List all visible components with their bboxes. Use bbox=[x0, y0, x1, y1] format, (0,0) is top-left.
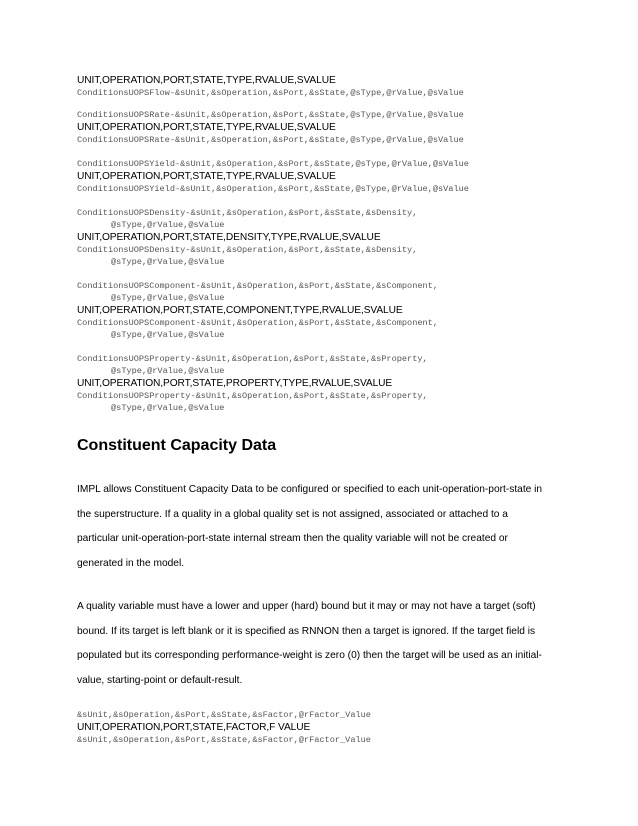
paragraph-2-line-4: value, starting-point or default-result. bbox=[77, 674, 243, 686]
component-code-line-2a: ConditionsUOPSComponent-&sUnit,&sOperation,&sPort,&sState,&sComponent, bbox=[77, 318, 438, 328]
density-block bbox=[77, 207, 577, 268]
density-header-line: UNIT,OPERATION,PORT,STATE,DENSITY,TYPE,RVALUE,SVALUE bbox=[77, 232, 381, 243]
flow-header-line: UNIT,OPERATION,PORT,STATE,TYPE,RVALUE,SVALUE bbox=[77, 75, 336, 86]
paragraph-1-line-3: particular unit-operation-port-state internal stream then the quality variable will not be created or bbox=[77, 533, 508, 544]
property-header-line: UNIT,OPERATION,PORT,STATE,PROPERTY,TYPE,RVALUE,SVALUE bbox=[77, 378, 393, 389]
density-code-line-2b: @sType,@rValue,@sValue bbox=[111, 257, 225, 267]
property-code-line-2b: @sType,@rValue,@sValue bbox=[111, 403, 225, 413]
component-block bbox=[77, 280, 577, 341]
density-code-line-1a: ConditionsUOPSDensity-&sUnit,&sOperation,&sPort,&sState,&sDensity, bbox=[77, 208, 418, 218]
paragraph-1-line-1: IMPL allows Constituent Capacity Data to be configured or specified to each unit-operation-port-state in bbox=[77, 484, 543, 495]
factor-code-line-1: &sUnit,&sOperation,&sPort,&sState,&sFactor,@rFactor_Value bbox=[77, 710, 371, 720]
component-code-line-2b: @sType,@rValue,@sValue bbox=[111, 330, 225, 340]
property-code-line-2a: ConditionsUOPSProperty-&sUnit,&sOperation,&sPort,&sState,&sProperty, bbox=[77, 391, 428, 401]
section-heading: Constituent Capacity Data bbox=[77, 437, 277, 454]
rate-block bbox=[77, 109, 577, 146]
property-code-line-1b: @sType,@rValue,@sValue bbox=[111, 366, 225, 376]
factor-code-line-2: &sUnit,&sOperation,&sPort,&sState,&sFactor,@rFactor_Value bbox=[77, 735, 371, 745]
paragraph-2-line-3: populated but its corresponding performance-weight is zero (0) then the target will be used as an initial- bbox=[77, 650, 542, 661]
paragraph-1-line-2: the superstructure. If a quality in a global quality set is not assigned, associated or attached to a bbox=[77, 508, 508, 520]
property-code-line-1a: ConditionsUOPSProperty-&sUnit,&sOperation,&sPort,&sState,&sProperty, bbox=[77, 354, 428, 364]
yield-block bbox=[77, 158, 577, 195]
component-header-line: UNIT,OPERATION,PORT,STATE,COMPONENT,TYPE,RVALUE,SVALUE bbox=[77, 305, 403, 316]
yield-header-line: UNIT,OPERATION,PORT,STATE,TYPE,RVALUE,SVALUE bbox=[77, 171, 336, 182]
paragraph-1 bbox=[77, 478, 577, 576]
density-code-line-1b: @sType,@rValue,@sValue bbox=[111, 220, 225, 230]
property-block bbox=[77, 353, 577, 414]
yield-code-line-2: ConditionsUOPSYield-&sUnit,&sOperation,&sPort,&sState,@sType,@rValue,@sValue bbox=[77, 184, 469, 194]
density-code-line-2a: ConditionsUOPSDensity-&sUnit,&sOperation,&sPort,&sState,&sDensity, bbox=[77, 245, 418, 255]
document-page bbox=[77, 74, 577, 746]
yield-code-line-1: ConditionsUOPSYield-&sUnit,&sOperation,&sPort,&sState,@sType,@rValue,@sValue bbox=[77, 159, 469, 169]
flow-code-line: ConditionsUOPSFlow-&sUnit,&sOperation,&sPort,&sState,@sType,@rValue,@sValue bbox=[77, 88, 464, 98]
component-code-line-1a: ConditionsUOPSComponent-&sUnit,&sOperation,&sPort,&sState,&sComponent, bbox=[77, 281, 438, 291]
component-code-line-1b: @sType,@rValue,@sValue bbox=[111, 293, 225, 303]
paragraph-1-line-4: generated in the model. bbox=[77, 557, 185, 569]
paragraph-2-line-2: bound. If its target is left blank or it is specified as RNNON then a target is ignored. If the target field is bbox=[77, 625, 536, 637]
rate-header-line: UNIT,OPERATION,PORT,STATE,TYPE,RVALUE,SVALUE bbox=[77, 122, 336, 133]
paragraph-2-line-1: A quality variable must have a lower and upper (hard) bound but it may or may not have a target (soft) bbox=[77, 601, 536, 612]
rate-code-line-1: ConditionsUOPSRate-&sUnit,&sOperation,&sPort,&sState,@sType,@rValue,@sValue bbox=[77, 110, 464, 120]
factor-block bbox=[77, 709, 577, 746]
factor-header-line: UNIT,OPERATION,PORT,STATE,FACTOR,F VALUE bbox=[77, 722, 311, 733]
flow-block bbox=[77, 74, 577, 99]
paragraph-2 bbox=[77, 595, 577, 693]
rate-code-line-2: ConditionsUOPSRate-&sUnit,&sOperation,&sPort,&sState,@sType,@rValue,@sValue bbox=[77, 135, 464, 145]
